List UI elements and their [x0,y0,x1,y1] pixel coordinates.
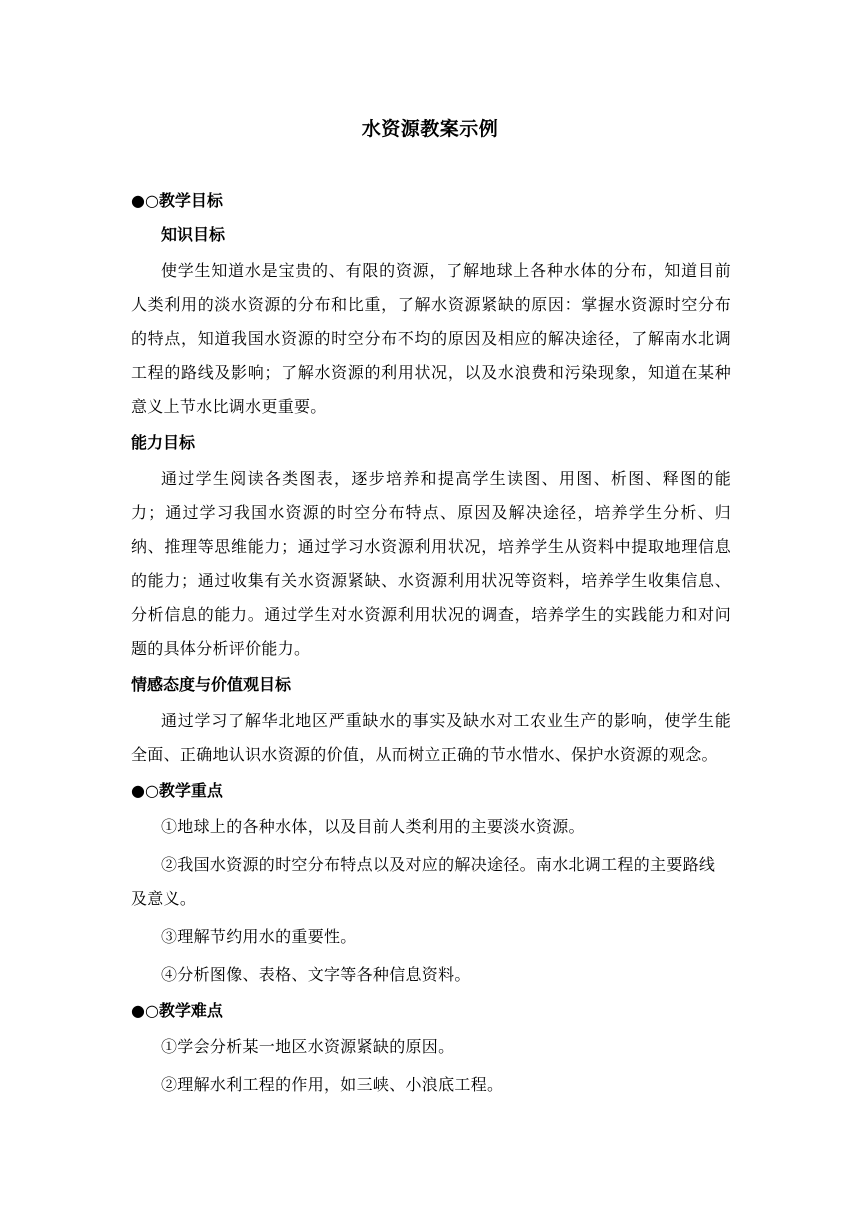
section-heading-key-points: ●○教学重点 [131,781,223,800]
paragraph-knowledge-objectives: 使学生知道水是宝贵的、有限的资源，了解地球上各种水体的分布，知道目前人类利用的淡水资源的分布和比重，了解水资源紧缺的原因：掌握水资源时空分布的特点，知道我国水资源的时空分布不均的原因及相应的解决途径，了解南水北调工程的路线及影响；了解水资源的利用状况，以及水浪费和污染现象，知道在某种意义上节水比调水更重要。 [131,261,731,416]
key-point-item: ①地球上的各种水体，以及目前人类利用的主要淡水资源。 [161,817,585,836]
document-body [131,186,731,1106]
paragraph-attitude-objectives: 通过学习了解华北地区严重缺水的事实及缺水对工农业生产的影响，使学生能全面、正确地认识水资源的价值，从而树立正确的节水惜水、保护水资源的观念。 [131,711,731,764]
subheading-ability-objectives: 能力目标 [131,433,196,452]
section-heading-objectives: ●○教学目标 [131,191,223,210]
document-title: 水资源教案示例 [361,118,499,140]
key-point-item: ②我国水资源的时空分布特点以及对应的解决途径。南水北调工程的主要路线及意义。 [131,855,716,908]
difficulty-item: ②理解水利工程的作用，如三峡、小浪底工程。 [161,1075,504,1094]
subheading-attitude-objectives: 情感态度与价值观目标 [131,675,292,694]
key-point-item: ③理解节约用水的重要性。 [161,927,357,946]
difficulty-item: ①学会分析某一地区水资源紧缺的原因。 [161,1037,455,1056]
section-heading-difficulties: ●○教学难点 [131,1001,223,1020]
key-point-item: ④分析图像、表格、文字等各种信息资料。 [161,965,471,984]
paragraph-ability-objectives: 通过学生阅读各类图表，逐步培养和提高学生读图、用图、析图、释图的能力；通过学习我国水资源的时空分布特点、原因及解决途径，培养学生分析、归纳、推理等思维能力；通过学习水资源利用状况，培养学生从资料中提取地理信息的能力；通过收集有关水资源紧缺、水资源利用状况等资料，培养学生收集信息、分析信息的能力。通过学生对水资源利用状况的调查，培养学生的实践能力和对问题的具体分析评价能力。 [131,469,731,658]
subheading-knowledge-objectives: 知识目标 [161,225,226,244]
